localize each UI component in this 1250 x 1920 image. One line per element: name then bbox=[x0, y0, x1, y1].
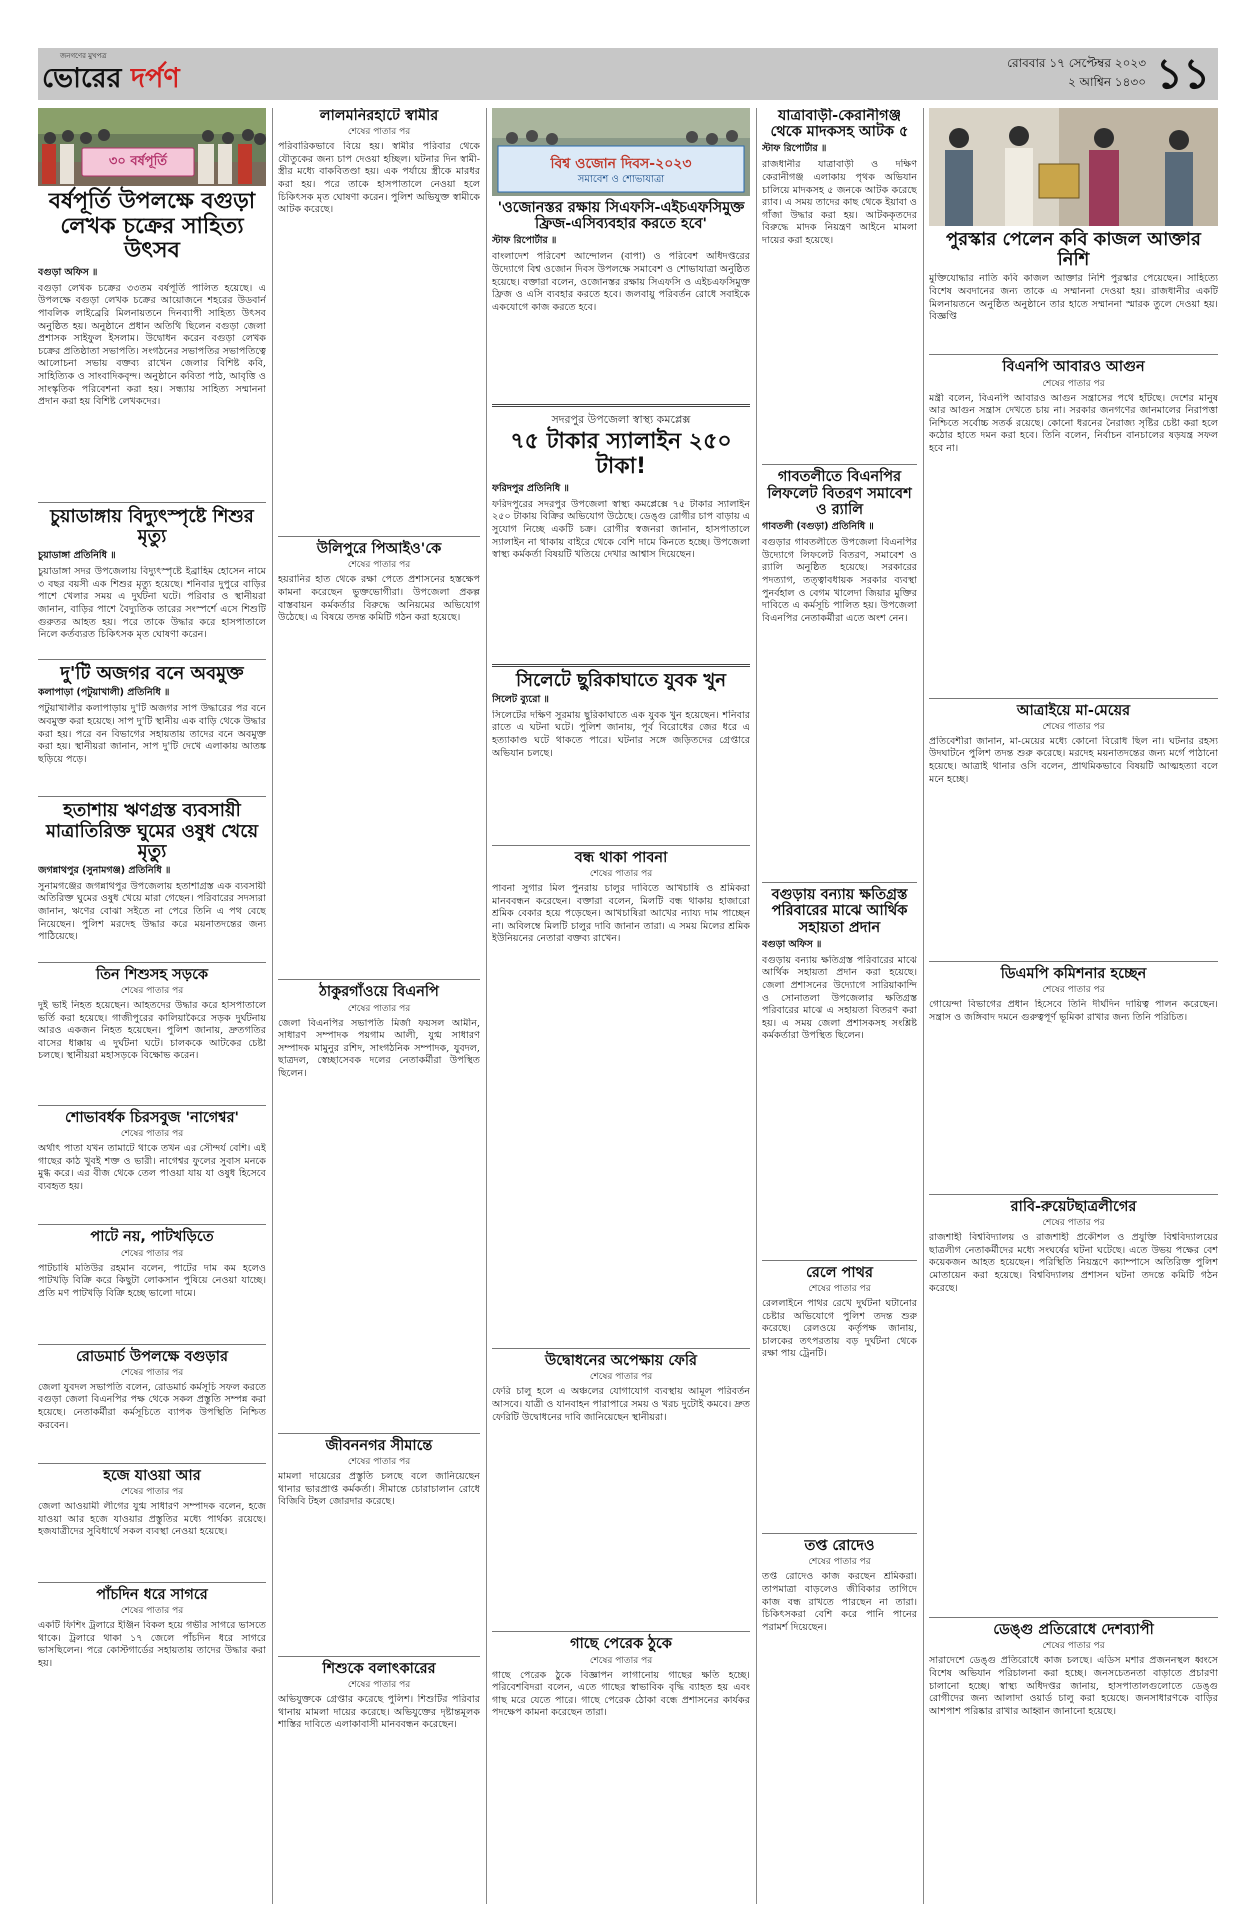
headline-dmp-commissioner: ডিএমপি কমিশনার হচ্ছেন bbox=[1000, 965, 1147, 982]
article-body: ফরিদপুরের সদরপুর উপজেলা স্বাস্থ্য কমপ্লেক্সে ৭৫ টাকার স্যালাইন ২৫০ টাকায় বিক্রির অভিযোগ উঠেছে। ডেঙ্গু রোগীর চাপ বাড়ায় এ সুযোগ নিচ্ছে একটি চক্র। রোগীর স্বজনরা জানান, হাসপাতালে স্যালাইন না থাকায় বাইরে থেকে বেশি দামে কিনতে হচ্ছে। উপজেলা স্বাস্থ্য কর্মকর্তা বিষয়টি খতিয়ে দেখার আশ্বাস দিয়েছেন। bbox=[492, 498, 750, 561]
byline: স্টাফ রিপোর্টার ॥ bbox=[492, 235, 557, 247]
headline-hot-sun: তপ্ত রোদেও bbox=[804, 1538, 875, 1555]
photo-ozone-day-rally bbox=[492, 108, 750, 196]
article-body: গোয়েন্দা বিভাগের প্রধান হিসেবে তিনি দীর্ঘদিন দায়িত্ব পালন করেছেন। সন্ত্রাস ও জঙ্গিবাদ দমনে গুরুত্বপূর্ণ ভূমিকা রাখার জন্য তিনি পরিচিত। bbox=[929, 999, 1218, 1023]
headline-stones-on-rail: রেলে পাথর bbox=[806, 1264, 873, 1281]
continued-label: শেষের পাতার পর bbox=[120, 1606, 184, 1617]
separator bbox=[38, 962, 266, 963]
separator bbox=[929, 961, 1218, 962]
headline-child-abuse: শিশুকে বলাৎকারের bbox=[322, 1660, 436, 1677]
headline-poet-award: পুরস্কার পেলেন কবি কাজল আক্তার নিশি bbox=[946, 229, 1201, 271]
continued-label: শেষের পাতার পর bbox=[120, 1367, 184, 1378]
article-body: মন্ত্রী বলেন, বিএনপি আবারও আগুন সন্ত্রাসের পথে হাঁটছে। দেশের মানুষ আর আগুন সন্ত্রাস দেখতে চায় না। সরকার জনগণের জানমালের নিরাপত্তা নিশ্চিতে সর্বোচ্চ সতর্ক রয়েছে। কোনো ধরনের নৈরাজ্য সৃষ্টির চেষ্টা করা হলে কঠোর হাতে দমন করা হবে। তিনি বলেন, নির্বাচন বানচালের ষড়যন্ত্র সফল হবে না। bbox=[929, 392, 1218, 454]
continued-label: শেষের পাতার পর bbox=[1042, 1641, 1105, 1652]
headline-flood-aid: বগুড়ায় বন্যায় ক্ষতিগ্রস্ত পরিবারের মাঝে আর্থিক সহায়তা প্রদান bbox=[771, 887, 908, 936]
article-body: অর্থাৎ পাতা যখন তামাটে থাকে তখন এর সৌন্দর্য বেশি। এই গাছের কাঠ খুবই শক্ত ও ভারী। নাগেশ্বর ফুলের সুবাস মনকে মুগ্ধ করে। এর বীজ থেকে তেল পাওয়া যায় যা ওষুধ হিসেবে ব্যবহৃত হয়। bbox=[38, 1143, 266, 1193]
column-1 bbox=[38, 108, 266, 1908]
article-body: রেললাইনে পাথর রেখে দুর্ঘটনা ঘটানোর চেষ্টার অভিযোগে পুলিশ তদন্ত শুরু করেছে। রেলওয়ে কর্তৃপক্ষ জানায়, চালকের তৎপরতায় বড় দুর্ঘটনা থেকে রক্ষা পায় ট্রেনটি। bbox=[762, 1298, 917, 1360]
photo-banner-title: বিশ্ব ওজোন দিবস-২০২৩ bbox=[550, 156, 692, 172]
headline-drug-arrest: যাত্রাবাড়ী-কেরানীগঞ্জ থেকে মাদকসহ আটক ৫ bbox=[770, 108, 909, 141]
continued-label: শেষের পাতার পর bbox=[808, 1557, 871, 1568]
column-4 bbox=[762, 108, 917, 1908]
continued-label: শেষের পাতার পর bbox=[120, 1129, 184, 1140]
separator bbox=[38, 1463, 266, 1464]
headline-road-accident: তিন শিশুসহ সড়কে bbox=[95, 966, 209, 983]
photo-image bbox=[929, 108, 1218, 226]
headline-nails-in-trees: গাছে পেরেক ঠুকে bbox=[570, 1636, 672, 1653]
headline-ozone-layer: 'ওজোনস্তর রক্ষায় সিএফসি-এইচএফসিমুক্ত ফ্রিজ-এসিব্যবহার করতে হবে' bbox=[497, 200, 745, 233]
continued-label: শেষের পাতার পর bbox=[347, 1680, 411, 1691]
separator bbox=[762, 1533, 917, 1534]
photo-banner-text: ৩০ বর্ষপূর্তি bbox=[108, 154, 168, 169]
article-body: গাছে পেরেক ঠুকে বিজ্ঞাপন লাগানোয় গাছের ক্ষতি হচ্ছে। পরিবেশবিদরা বলেন, এতে গাছের স্বাভাবিক বৃদ্ধি ব্যাহত হয় এবং গাছ মরে যেতে পারে। গাছে পেরেক ঠোকা বন্ধে প্রশাসনের কার্যকর পদক্ষেপ কামনা করেছেন তারা। bbox=[492, 1669, 750, 1719]
continued-label: শেষের পাতার পর bbox=[1042, 721, 1105, 732]
article-body: বগুড়ার গাবতলীতে উপজেলা বিএনপির উদ্যোগে লিফলেট বিতরণ, সমাবেশ ও র‍্যালি অনুষ্ঠিত হয়েছে। সরকারের পদত্যাগ, তত্ত্বাবধায়ক সরকার ব্যবস্থা পুনর্বহাল ও বেগম খালেদা জিয়ার মুক্তির দাবিতে এ কর্মসূচি পালিত হয়। উপজেলা বিএনপির নেতাকর্মীরা এতে অংশ নেন। bbox=[762, 537, 917, 624]
continued-label: শেষের পাতার পর bbox=[347, 1003, 411, 1014]
article-body: দুই ভাই নিহত হয়েছেন। আহতদের উদ্ধার করে হাসপাতালে ভর্তি করা হয়েছে। গাজীপুরের কালিয়াকৈরে সড়ক দুর্ঘটনায় আরও একজন নিহত হয়েছেন। পুলিশ জানায়, দ্রুতগতির বাসের ধাক্কায় এ দুর্ঘটনা ঘটে। চালককে আটকের চেষ্টা চলছে। স্থানীয়রা মহাসড়কে বিক্ষোভ করেন। bbox=[38, 1000, 266, 1062]
separator bbox=[38, 502, 266, 503]
article-body: পরিবারিকভাবে বিয়ে হয়। স্বামীর পরিবার থেকে যৌতুকের জন্য চাপ দেওয়া হচ্ছিল। ঘটনার দিন স্বামী-স্ত্রীর মধ্যে বাকবিতণ্ডা হয়। এক পর্যায়ে স্ত্রীকে মারধর করা হয়। পরে তাকে হাসপাতালে নেওয়া হলে চিকিৎসক মৃত ঘোষণা করেন। পুলিশ অভিযুক্ত স্বামীকে আটক করেছে। bbox=[278, 141, 480, 216]
continued-label: শেষের পাতার পর bbox=[120, 986, 184, 997]
separator bbox=[38, 659, 266, 660]
continued-label: শেষের পাতার পর bbox=[808, 1284, 871, 1295]
article-body: প্রতিবেশীরা জানান, মা-মেয়ের মধ্যে কোনো বিরোধ ছিল না। ঘটনার রহস্য উদঘাটনে পুলিশ তদন্ত শুরু করেছে। মরদেহ ময়নাতদন্তের জন্য মর্গে পাঠানো হয়েছে। আত্রাই থানার ওসি বলেন, প্রাথমিকভাবে বিষয়টি আত্মহত্যা বলে মনে হচ্ছে। bbox=[929, 735, 1218, 785]
masthead bbox=[38, 48, 1218, 100]
separator bbox=[492, 404, 750, 407]
headline-bnp-arson: বিএনপি আবারও আগুন bbox=[1002, 359, 1145, 376]
continued-label: শেষের পাতার পর bbox=[347, 127, 411, 138]
headline-hajj: হজে যাওয়া আর bbox=[103, 1467, 201, 1484]
separator bbox=[278, 1656, 480, 1657]
article-body: সিলেটের দক্ষিণ সুরমায় ছুরিকাঘাতে এক যুবক খুন হয়েছেন। শনিবার রাতে এ ঘটনা ঘটে। পুলিশ জানায়, পূর্ব বিরোধের জের ধরে এ হত্যাকাণ্ড ঘটে থাকতে পারে। ঘটনার সঙ্গে জড়িতদের গ্রেপ্তারে অভিযান চলছে। bbox=[492, 709, 750, 759]
article-body: সারাদেশে ডেঙ্গু প্রতিরোধে কাজ চলছে। এডিস মশার প্রজননস্থল ধ্বংসে বিশেষ অভিযান পরিচালনা করা হচ্ছে। জনসচেতনতা বাড়াতে প্রচারণা চালানো হচ্ছে। স্বাস্থ্য অধিদপ্তর জানায়, হাসপাতালগুলোতে ডেঙ্গু রোগীদের জন্য আলাদা ওয়ার্ড চালু করা হয়েছে। জনসাধারণকে বাড়ির আশপাশ পরিষ্কার রাখার আহ্বান জানানো হয়েছে। bbox=[929, 1655, 1218, 1717]
separator bbox=[38, 796, 266, 797]
photo-image bbox=[38, 108, 266, 186]
headline-sylhet-murder: সিলেটে ছুরিকাঘাতে যুবক খুন bbox=[516, 669, 726, 691]
headline-electrocution: চুয়াডাঙ্গায় বিদ্যুৎস্পৃষ্টে শিশুর মৃত্যু bbox=[50, 505, 254, 548]
byline: বগুড়া অফিস ॥ bbox=[38, 266, 98, 278]
byline: চুয়াডাঙ্গা প্রতিনিধি ॥ bbox=[38, 550, 116, 562]
headline-gabtali-bnp: গাবতলীতে বিএনপির লিফলেট বিতরণ সমাবেশ ও র‍্যালি bbox=[767, 469, 912, 518]
column-3 bbox=[492, 108, 750, 1908]
column-rule bbox=[272, 108, 273, 1904]
article-body: জেলা বিএনপির সভাপতি মির্জা ফয়সল আমীন, সাধারণ সম্পাদক পয়গাম আলী, যুগ্ম সাধারণ সম্পাদক মামুনুর রশিদ, সাংগঠনিক সম্পাদক, যুবদল, ছাত্রদল, স্বেচ্ছাসেবক দলের নেতাকর্মীরা উপস্থিত ছিলেন। bbox=[278, 1017, 480, 1080]
byline: ফরিদপুর প্রতিনিধি ॥ bbox=[492, 482, 569, 494]
kicker-sadarpur: সদরপুর উপজেলা স্বাস্থ্য কমপ্লেক্স bbox=[551, 413, 691, 427]
headline-lalmonirhat: লালমনিরহাটে স্বামীর bbox=[319, 108, 439, 124]
photo-banner-subtitle: সমাবেশ ও শোভাযাত্রা bbox=[577, 174, 665, 185]
continued-label: শেষের পাতার পর bbox=[347, 1456, 411, 1467]
article-body: একটি ফিশিং ট্রলারে ইঞ্জিন বিকল হয়ে গভীর সাগরে ভাসতে থাকে। ট্রলারে থাকা ১৭ জেলে পাঁচদিন ধরে সাগরে ভাসছিলেন। পরে কোস্টগার্ডের সহায়তায় তাদের উদ্ধার করা হয়। bbox=[38, 1620, 266, 1669]
article-body: বগুড়ায় বন্যায় ক্ষতিগ্রস্ত পরিবারের মাঝে আর্থিক সহায়তা প্রদান করা হয়েছে। জেলা প্রশাসনের উদ্যোগে সারিয়াকান্দি ও সোনাতলা উপজেলার ক্ষতিগ্রস্ত পরিবারের মাঝে এ সহায়তা বিতরণ করা হয়। এ সময় জেলা প্রশাসকসহ সংশ্লিষ্ট কর্মকর্তারা উপস্থিত ছিলেন। bbox=[762, 954, 917, 1042]
headline-roadmarch: রোডমার্চ উপলক্ষে বগুড়ার bbox=[76, 1348, 228, 1365]
byline: স্টাফ রিপোর্টার ॥ bbox=[762, 143, 827, 155]
photo-writers-rally bbox=[38, 108, 266, 186]
article-body: তপ্ত রোদেও কাজ করছেন শ্রমিকরা। তাপমাত্রা বাড়লেও জীবিকার তাগিদে কাজ বন্ধ রাখতে পারছেন না তারা। চিকিৎসকরা বেশি করে পানি পানের পরামর্শ দিয়েছেন। bbox=[762, 1571, 917, 1633]
separator bbox=[929, 698, 1218, 699]
byline: কলাপাড়া (পটুয়াখালী) প্রতিনিধি ॥ bbox=[38, 687, 170, 699]
separator bbox=[278, 536, 480, 537]
column-rule bbox=[923, 108, 924, 1904]
headline-thakurgaon-bnp: ঠাকুরগাঁওয়ে বিএনপি bbox=[319, 984, 439, 1001]
continued-label: শেষের পাতার পর bbox=[589, 1372, 653, 1383]
article-body: সুনামগঞ্জের জগন্নাথপুর উপজেলায় হতাশাগ্রস্ত এক ব্যবসায়ী অতিরিক্ত ঘুমের ওষুধ খেয়ে মারা গেছেন। পরিবারের সদস্যরা জানান, ঋণের বোঝা সইতে না পেরে তিনি এ পথ বেছে নিয়েছেন। পুলিশ মরদেহ উদ্ধার করে ময়নাতদন্তের জন্য পাঠিয়েছে। bbox=[38, 880, 266, 943]
article-body: ফেরি চালু হলে এ অঞ্চলের যোগাযোগ ব্যবস্থায় আমূল পরিবর্তন আসবে। যাত্রী ও যানবাহন পারাপারে সময় ও খরচ দুটোই কমবে। দ্রুত ফেরিটি উদ্বোধনের দাবি জানিয়েছেন স্থানীয়রা। bbox=[492, 1386, 750, 1423]
continued-label: শেষের পাতার পর bbox=[589, 1655, 653, 1666]
article-body: মামলা দায়েরের প্রস্তুতি চলছে বলে জানিয়েছেন থানার ভারপ্রাপ্ত কর্মকর্তা। সীমান্তে চোরাচালান রোধে বিজিবি টহল জোরদার করেছে। bbox=[278, 1470, 480, 1508]
separator bbox=[278, 1433, 480, 1434]
headline-jibannagar-border: জীবননগর সীমান্তে bbox=[325, 1437, 433, 1454]
column-rule bbox=[486, 108, 487, 1904]
article-body: জেলা আওয়ামী লীগের যুগ্ম সাধারণ সম্পাদক বলেন, হজে যাওয়া আর হজে যাওয়ার প্রস্তুতির মধ্যে পার্থক্য রয়েছে। হজযাত্রীদের সুবিধার্থে সকল ব্যবস্থা নেওয়া হয়েছে। bbox=[38, 1500, 266, 1538]
date-bangla: ২ আশ্বিন ১৪৩০ bbox=[1067, 75, 1146, 89]
logo-part-2: দর্পণ bbox=[121, 63, 180, 94]
separator bbox=[929, 1194, 1218, 1195]
article-body: বাংলাদেশ পরিবেশ আন্দোলন (বাপা) ও পরিবেশ অধিদপ্তরের উদ্যোগে বিশ্ব ওজোন দিবস উপলক্ষে সমাবেশ ও শোভাযাত্রা অনুষ্ঠিত হয়েছে। বক্তারা বলেন, ওজোনস্তর রক্ষায় সিএফসি ও এইচএফসিমুক্ত ফ্রিজ ও এসি ব্যবহার করতে হবে। জলবায়ু পরিবর্তন রোধে সবাইকে একযোগে কাজ করতে হবে। bbox=[492, 251, 750, 313]
separator bbox=[38, 1344, 266, 1345]
separator bbox=[929, 354, 1218, 355]
continued-label: শেষের পাতার পর bbox=[120, 1248, 184, 1259]
article-body: রাজধানীর যাত্রাবাড়ী ও দক্ষিণ কেরানীগঞ্জ এলাকায় পৃথক অভিযান চালিয়ে মাদকসহ ৫ জনকে আটক করেছে র‍্যাব। এ সময় তাদের কাছ থেকে ইয়াবা ও গাঁজা উদ্ধার করা হয়। আটককৃতদের বিরুদ্ধে মাদক নিয়ন্ত্রণ আইনে মামলা দায়ের করা হয়েছে। bbox=[762, 159, 917, 247]
headline-businessman-death: হতাশায় ঋণগ্রস্ত ব্যবসায়ী মাত্রাতিরিক্ত ঘুমের ওষুধ খেয়ে মৃত্যু bbox=[45, 800, 259, 862]
date-block bbox=[1007, 54, 1146, 92]
separator bbox=[762, 464, 917, 465]
continued-label: শেষের পাতার পর bbox=[1042, 985, 1105, 996]
headline-rabi-ruet-clash: রাবি-রুয়েটছাত্রলীগের bbox=[1010, 1199, 1137, 1216]
headline-saline-price: ৭৫ টাকার স্যালাইন ২৫০ টাকা! bbox=[510, 429, 732, 480]
headline-jute-sticks: পাটে নয়, পাটখড়িতে bbox=[90, 1229, 214, 1246]
continued-label: শেষের পাতার পর bbox=[589, 869, 653, 880]
article-body: জেলা যুবদল সভাপতি বলেন, রোডমার্চ কর্মসূচি সফল করতে বগুড়া জেলা বিএনপির পক্ষ থেকে সকল প্রস্তুতি সম্পন্ন করা হয়েছে। নেতাকর্মীরা কর্মসূচিতে ব্যাপক উপস্থিতি নিশ্চিত করবেন। bbox=[38, 1381, 266, 1431]
separator bbox=[38, 1224, 266, 1225]
separator bbox=[762, 882, 917, 883]
separator bbox=[492, 1631, 750, 1632]
headline-pythons-released: দু'টি অজগর বনে অবমুক্ত bbox=[60, 663, 244, 685]
byline: সিলেট ব্যুরো ॥ bbox=[492, 693, 549, 705]
separator bbox=[492, 1348, 750, 1349]
article-body: চুয়াডাঙ্গা সদর উপজেলায় বিদ্যুৎস্পৃষ্টে ইব্রাহিম হোসেন নামে ৩ বছর বয়সী এক শিশুর মৃত্যু হয়েছে। শনিবার দুপুরে বাড়ির পাশে খেলার সময় এ দুর্ঘটনা ঘটে। পরিবার ও স্থানীয়রা জানান, বাড়ির পাশে বৈদ্যুতিক তারের সংস্পর্শে এসে শিশুটি গুরুতর আহত হয়। পরে তাকে উদ্ধার করে হাসপাতালে নিলে কর্তব্যরত চিকিৎসক মৃত ঘোষণা করেন। bbox=[38, 566, 266, 641]
newspaper-logo bbox=[38, 48, 238, 100]
separator bbox=[278, 979, 480, 980]
separator bbox=[492, 664, 750, 667]
headline-five-days-sea: পাঁচদিন ধরে সাগরে bbox=[96, 1586, 208, 1603]
article-body: হয়রানির হাত থেকে রক্ষা পেতে প্রশাসনের হস্তক্ষেপ কামনা করেছেন ভুক্তভোগীরা। উপজেলা প্রকল্প বাস্তবায়ন কর্মকর্তার বিরুদ্ধে অনিয়মের অভিযোগ উঠেছে। এ বিষয়ে তদন্ত কমিটি গঠন করা হয়েছে। bbox=[278, 574, 480, 624]
article-body: পাবনা সুগার মিল পুনরায় চালুর দাবিতে আখচাষি ও শ্রমিকরা মানববন্ধন করেছেন। বক্তারা বলেন, মিলটি বন্ধ থাকায় হাজারো শ্রমিক বেকার হয়ে পড়েছেন। আখচাষিরা আখের ন্যায্য দাম পাচ্ছেন না। অবিলম্বে মিলটি চালুর দাবি জানান তারা। এ সময় মিলের শ্রমিক ইউনিয়নের নেতারা বক্তব্য রাখেন। bbox=[492, 883, 750, 945]
headline-literary-festival: বর্ষপূর্তি উপলক্ষে বগুড়া লেখক চক্রের সাহিত্য উৎসব bbox=[48, 189, 256, 264]
page-number: ১১ bbox=[1155, 49, 1211, 98]
separator bbox=[38, 1105, 266, 1106]
article-body: পাটচাষি মতিউর রহমান বলেন, পাটের দাম কম হলেও পাটখড়ি বিক্রি করে কিছুটা লোকসান পুষিয়ে নেওয়া যাচ্ছে। প্রতি মণ পাটখড়ি বিক্রি হচ্ছে ভালো দামে। bbox=[38, 1262, 266, 1299]
separator bbox=[762, 1260, 917, 1261]
headline-nageshwar-tree: শোভাবর্ধক চিরসবুজ 'নাগেশ্বর' bbox=[64, 1110, 239, 1127]
headline-atrai-mother-daughter: আত্রাইয়ে মা-মেয়ের bbox=[1016, 702, 1131, 719]
continued-label: শেষের পাতার পর bbox=[347, 560, 411, 571]
continued-label: শেষের পাতার পর bbox=[1042, 378, 1105, 389]
headline-ferry-inauguration: উদ্বোধনের অপেক্ষায় ফেরি bbox=[545, 1353, 697, 1370]
date-english: রোববার ১৭ সেপ্টেম্বর ২০২৩ bbox=[1007, 56, 1146, 70]
column-rule bbox=[756, 108, 757, 1904]
article-body: রাজশাহী বিশ্ববিদ্যালয় ও রাজশাহী প্রকৌশল ও প্রযুক্তি বিশ্ববিদ্যালয়ের ছাত্রলীগ নেতাকর্মীদের মধ্যে সংঘর্ষের ঘটনা ঘটেছে। এতে উভয় পক্ষের বেশ কয়েকজন আহত হয়েছেন। পরিস্থিতি নিয়ন্ত্রণে ক্যাম্পাসে অতিরিক্ত পুলিশ মোতায়েন করা হয়েছে। বিশ্ববিদ্যালয় প্রশাসন ঘটনা তদন্তে কমিটি গঠন করেছে। bbox=[929, 1232, 1218, 1294]
article-body: অভিযুক্তকে গ্রেপ্তার করেছে পুলিশ। শিশুটির পরিবার থানায় মামলা দায়ের করেছে। অভিযুক্তের দৃষ্টান্তমূলক শাস্তির দাবিতে এলাকাবাসী মানববন্ধন করেছেন। bbox=[278, 1694, 480, 1731]
headline-ulipur-pio: উলিপুরে পিআইও'কে bbox=[316, 541, 442, 558]
headline-dengue-prevention: ডেঙ্গু প্রতিরোধে দেশব্যাপী bbox=[993, 1622, 1154, 1639]
continued-label: শেষের পাতার পর bbox=[120, 1486, 184, 1497]
article-body: পটুয়াখালীর কলাপাড়ায় দু'টি অজগর সাপ উদ্ধারের পর বনে অবমুক্ত করা হয়েছে। সাপ দু'টি স্থানীয় এক বাড়ি থেকে উদ্ধার করা হয়। পরে বন বিভাগের সহায়তায় তাদের বনে অবমুক্ত করা হয়। স্থানীয়রা জানান, সাপ দু'টি দেখে এলাকায় আতঙ্ক ছড়িয়ে পড়ে। bbox=[38, 703, 266, 765]
column-2 bbox=[278, 108, 480, 1908]
headline-pabna-mill: বন্ধ থাকা পাবনা bbox=[574, 849, 668, 866]
continued-label: শেষের পাতার পর bbox=[1042, 1218, 1105, 1229]
article-body: মুক্তিযোদ্ধার নাতি কবি কাজল আক্তার নিশি পুরস্কার পেয়েছেন। সাহিত্যে বিশেষ অবদানের জন্য তাকে এ সম্মাননা দেওয়া হয়। রাজধানীর একটি মিলনায়তনে অনুষ্ঠিত অনুষ্ঠানে তার হাতে সম্মাননা স্মারক তুলে দেওয়া হয়। বিজ্ঞপ্তি bbox=[929, 273, 1218, 323]
separator bbox=[492, 845, 750, 846]
byline: জগন্নাথপুর (সুনামগঞ্জ) প্রতিনিধি ॥ bbox=[38, 864, 171, 876]
column-5 bbox=[929, 108, 1218, 1908]
separator bbox=[38, 1582, 266, 1583]
logo-part-1: ভোরের bbox=[42, 63, 122, 94]
photo-award-ceremony bbox=[929, 108, 1218, 226]
logo-tagline: জনগণের মুখপত্র bbox=[60, 52, 107, 60]
byline: গাবতলী (বগুড়া) প্রতিনিধি ॥ bbox=[762, 521, 874, 533]
byline: বগুড়া অফিস ॥ bbox=[762, 938, 822, 950]
article-body: বগুড়া লেখক চক্রের ৩৩তম বর্ষপূর্তি পালিত হয়েছে। এ উপলক্ষে বগুড়া লেখক চক্রের আয়োজনে শহরের উডবার্ন পাবলিক লাইব্রেরি মিলনায়তনে দিনব্যাপী সাহিত্য উৎসব অনুষ্ঠিত হয়। অনুষ্ঠানে প্রধান অতিথি ছিলেন বগুড়া জেলা প্রশাসক সাইফুল ইসলাম। উদ্বোধন করেন বগুড়া লেখক চক্রের প্রতিষ্ঠাতা সভাপতি। সংগঠনের সভাপতির সভাপতিত্বে আলোচনা সভায় বক্তব্য রাখেন জেলার বিশিষ্ট কবি, সাহিত্যিক ও সাংবাদিকবৃন্দ। অনুষ্ঠানে কবিতা পাঠ, আবৃত্তি ও সাংস্কৃতিক পরিবেশনা করা হয়। সন্ধ্যায় সাহিত্য সম্মাননা প্রদান করা হয় বিশিষ্ট লেখকদের। bbox=[38, 282, 266, 408]
separator bbox=[929, 1617, 1218, 1618]
